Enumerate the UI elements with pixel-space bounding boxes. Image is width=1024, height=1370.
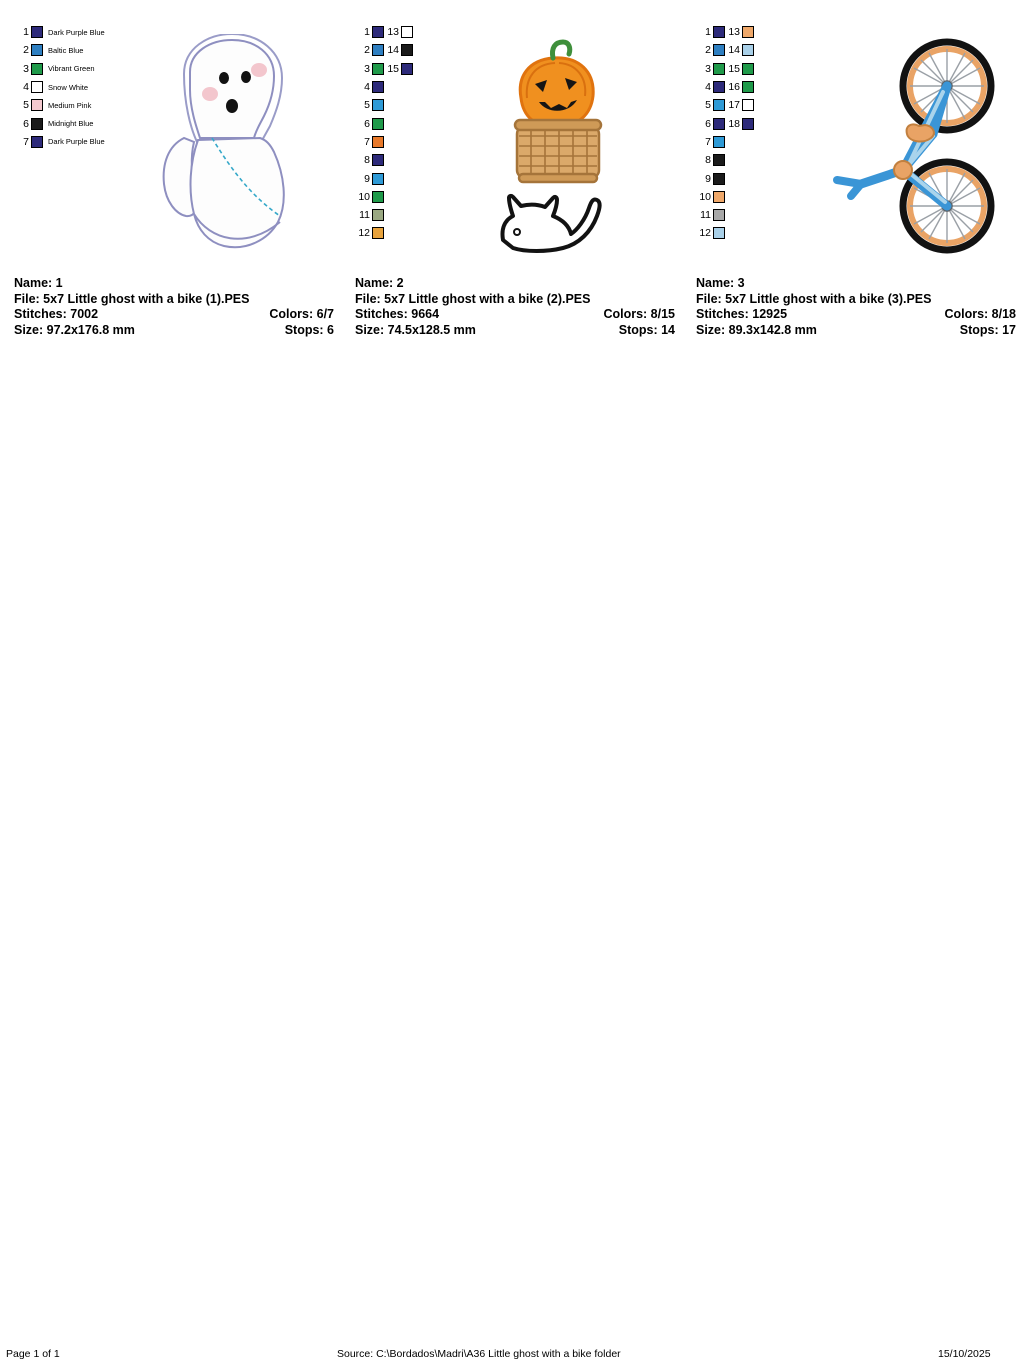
- legend-number: 4: [364, 81, 370, 94]
- color-swatch: [372, 26, 384, 38]
- legend-item: [384, 41, 413, 59]
- legend-column: [725, 23, 754, 243]
- legend-item: [355, 23, 384, 41]
- design-stops: Stops: 6: [284, 322, 334, 337]
- color-swatch: [713, 44, 725, 56]
- color-name: Midnight Blue: [48, 119, 94, 129]
- pumpkin-basket-cat-art: [459, 34, 659, 264]
- legend-item: [355, 206, 384, 224]
- design-size: Size: 74.5x128.5 mm: [355, 322, 476, 337]
- color-swatch: [31, 63, 43, 75]
- legend-item: [384, 23, 413, 41]
- color-swatch: [401, 26, 413, 38]
- legend-item: [355, 96, 384, 114]
- legend-item: [696, 188, 725, 206]
- legend-item: [355, 151, 384, 169]
- legend-column: [14, 23, 105, 151]
- color-swatch: [372, 136, 384, 148]
- legend-item: [355, 41, 384, 59]
- color-swatch: [31, 136, 43, 148]
- legend-number: 3: [23, 62, 29, 75]
- legend-number: 10: [358, 190, 370, 203]
- legend-item: [14, 60, 105, 78]
- color-swatch: [372, 118, 384, 130]
- legend-item: [14, 96, 105, 114]
- legend-number: 15: [728, 62, 740, 75]
- print-date: 15/10/2025: [938, 1348, 991, 1360]
- color-name: Medium Pink: [48, 100, 92, 110]
- legend-item: [696, 206, 725, 224]
- legend-number: 3: [364, 62, 370, 75]
- legend-number: 5: [364, 99, 370, 112]
- design-file: File: 5x7 Little ghost with a bike (1).PES: [14, 291, 250, 306]
- color-swatch: [401, 44, 413, 56]
- color-swatch: [742, 63, 754, 75]
- legend-number: 10: [699, 190, 711, 203]
- design-info-3: [696, 276, 1016, 338]
- legend-number: 18: [728, 117, 740, 130]
- legend-item: [725, 78, 754, 96]
- legend-item: [384, 60, 413, 78]
- color-swatch: [742, 44, 754, 56]
- legend-column: [696, 23, 725, 243]
- color-name: Dark Purple Blue: [48, 27, 105, 37]
- legend-number: 6: [705, 117, 711, 130]
- legend-item: [696, 114, 725, 132]
- legend-item: [696, 96, 725, 114]
- ghost-applique-art: [128, 34, 328, 264]
- legend-item: [696, 23, 725, 41]
- legend-item: [696, 78, 725, 96]
- legend-number: 13: [728, 26, 740, 39]
- design-file: File: 5x7 Little ghost with a bike (2).PES: [355, 291, 591, 306]
- design-name: Name: 1: [14, 276, 63, 290]
- legend-item: [696, 60, 725, 78]
- color-swatch: [713, 118, 725, 130]
- legend-number: 1: [364, 26, 370, 39]
- legend-item: [355, 60, 384, 78]
- design-stitches: Stitches: 12925: [696, 307, 788, 321]
- design-colors: Colors: 6/7: [269, 307, 334, 321]
- legend-number: 8: [364, 154, 370, 167]
- color-name: Baltic Blue: [48, 45, 84, 55]
- legend-item: [14, 41, 105, 59]
- color-swatch: [713, 227, 725, 239]
- legend-number: 17: [728, 99, 740, 112]
- legend-number: 8: [705, 154, 711, 167]
- design-size: Size: 89.3x142.8 mm: [696, 322, 817, 337]
- legend-number: 11: [700, 209, 711, 222]
- legend-number: 6: [23, 117, 29, 130]
- legend-item: [725, 41, 754, 59]
- design-stitches: Stitches: 9664: [355, 307, 440, 321]
- legend-number: 16: [728, 81, 740, 94]
- legend-number: 12: [358, 227, 370, 240]
- bicycle-art: [807, 34, 1007, 264]
- color-swatch: [713, 99, 725, 111]
- design-info-2: [355, 276, 675, 338]
- legend-item: [355, 114, 384, 132]
- color-swatch: [713, 81, 725, 93]
- color-swatch: [372, 44, 384, 56]
- legend-number: 11: [359, 209, 370, 222]
- legend-item: [696, 41, 725, 59]
- legend-number: 2: [23, 44, 29, 57]
- color-swatch: [742, 81, 754, 93]
- legend-number: 9: [705, 172, 711, 185]
- legend-number: 7: [23, 135, 29, 148]
- legend-item: [14, 133, 105, 151]
- legend-number: 9: [364, 172, 370, 185]
- legend-number: 2: [705, 44, 711, 57]
- color-name: Dark Purple Blue: [48, 137, 105, 147]
- design-size: Size: 97.2x176.8 mm: [14, 322, 135, 337]
- legend-item: [696, 133, 725, 151]
- color-name: Vibrant Green: [48, 64, 95, 74]
- legend-item: [725, 60, 754, 78]
- color-swatch: [372, 154, 384, 166]
- color-swatch: [31, 26, 43, 38]
- color-swatch: [31, 118, 43, 130]
- legend-item: [725, 23, 754, 41]
- legend-number: 6: [364, 117, 370, 130]
- color-swatch: [372, 173, 384, 185]
- design-stops: Stops: 14: [618, 322, 675, 337]
- legend-number: 15: [387, 62, 399, 75]
- legend-number: 14: [387, 44, 399, 57]
- page-number: Page 1 of 1: [6, 1348, 60, 1360]
- design-colors: Colors: 8/18: [944, 307, 1016, 321]
- legend-item: [355, 78, 384, 96]
- color-swatch: [713, 26, 725, 38]
- design-stops: Stops: 17: [959, 322, 1016, 337]
- design-stitches: Stitches: 7002: [14, 307, 99, 321]
- legend-number: 5: [705, 99, 711, 112]
- color-legend-1: [14, 23, 105, 151]
- legend-item: [355, 188, 384, 206]
- color-name: Snow White: [48, 82, 89, 92]
- legend-number: 3: [705, 62, 711, 75]
- legend-number: 5: [23, 99, 29, 112]
- legend-item: [725, 96, 754, 114]
- legend-item: [355, 133, 384, 151]
- color-swatch: [372, 227, 384, 239]
- design-file: File: 5x7 Little ghost with a bike (3).PES: [696, 291, 932, 306]
- legend-item: [696, 224, 725, 242]
- legend-item: [355, 224, 384, 242]
- legend-item: [14, 23, 105, 41]
- color-swatch: [713, 173, 725, 185]
- legend-number: 7: [364, 135, 370, 148]
- legend-number: 1: [23, 26, 29, 39]
- color-swatch: [713, 154, 725, 166]
- legend-item: [14, 78, 105, 96]
- legend-column: [384, 23, 413, 243]
- color-swatch: [31, 99, 43, 111]
- legend-number: 12: [699, 227, 711, 240]
- color-legend-3: [696, 23, 754, 243]
- legend-number: 13: [387, 26, 399, 39]
- color-swatch: [31, 44, 43, 56]
- design-colors: Colors: 8/15: [603, 307, 675, 321]
- legend-number: 2: [364, 44, 370, 57]
- color-swatch: [742, 26, 754, 38]
- legend-number: 7: [705, 135, 711, 148]
- legend-number: 1: [705, 26, 711, 39]
- source-path: Source: C:\Bordados\Madri\A36 Little ghost with a bike folder: [337, 1348, 621, 1360]
- color-swatch: [713, 209, 725, 221]
- legend-item: [355, 169, 384, 187]
- color-swatch: [742, 99, 754, 111]
- color-swatch: [713, 191, 725, 203]
- color-swatch: [372, 81, 384, 93]
- color-swatch: [713, 136, 725, 148]
- color-legend-2: [355, 23, 413, 243]
- color-swatch: [372, 191, 384, 203]
- legend-column: [355, 23, 384, 243]
- legend-number: 4: [23, 81, 29, 94]
- design-name: Name: 3: [696, 276, 745, 290]
- color-swatch: [372, 209, 384, 221]
- color-swatch: [742, 118, 754, 130]
- design-info-1: [14, 276, 334, 338]
- design-name: Name: 2: [355, 276, 404, 290]
- legend-number: 4: [705, 81, 711, 94]
- legend-item: [14, 114, 105, 132]
- color-swatch: [31, 81, 43, 93]
- legend-item: [725, 114, 754, 132]
- legend-number: 14: [728, 44, 740, 57]
- legend-item: [696, 151, 725, 169]
- color-swatch: [372, 63, 384, 75]
- legend-item: [696, 169, 725, 187]
- color-swatch: [372, 99, 384, 111]
- color-swatch: [713, 63, 725, 75]
- color-swatch: [401, 63, 413, 75]
